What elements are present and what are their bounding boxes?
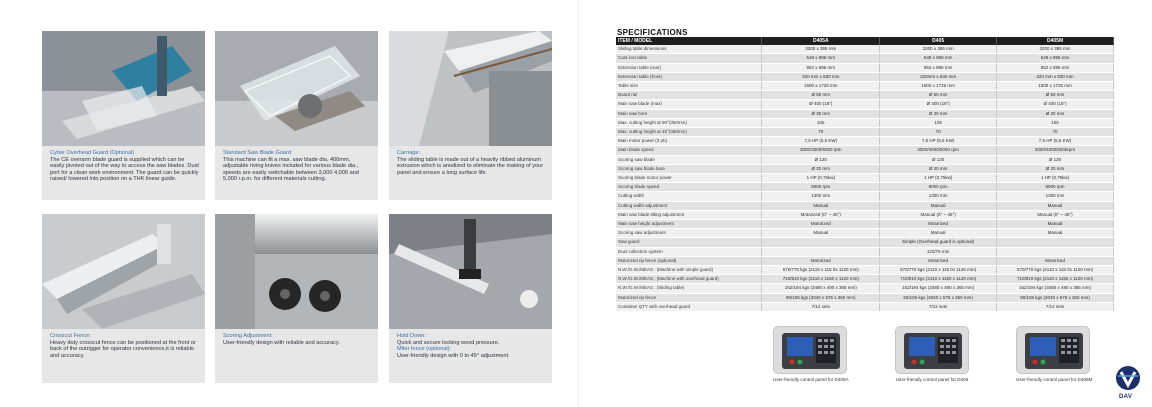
spec-value: Manual <box>880 229 997 238</box>
spec-value: 320mm x 830 mm <box>880 72 997 81</box>
spec-row <box>616 284 1114 293</box>
spec-label: Extension table (rear) <box>616 63 762 72</box>
spec-value: 70 <box>880 128 997 137</box>
spec-value: Manual <box>762 201 880 210</box>
carriage-photo <box>389 31 552 146</box>
specs-title: SPECIFICATIONS <box>617 28 688 37</box>
spec-row <box>616 302 1114 311</box>
spec-value: Manual <box>997 201 1114 210</box>
spec-value: 952 x 896 mm <box>762 63 880 72</box>
spec-value: 670/770 kgs (2110 x 115 0x 1120 mm) <box>997 266 1114 275</box>
spec-row <box>616 82 1114 91</box>
overhead-guard-caption <box>50 150 200 183</box>
spec-label: Main saw blade tilting adjustment <box>616 210 762 219</box>
spec-label: Board rail <box>616 91 762 100</box>
feature-card-scoring-adjustment <box>215 214 378 383</box>
spec-value: Manual (0° ~ 45°) <box>880 210 997 219</box>
spec-value: 105 <box>762 118 880 127</box>
card-body: The CE overarm blade guard is supplied which can be easily pivoted out of the way to access the saw blades. Dust port for a clean work environment. The guard can be quickly raised/ lowered into position on a THK linear guide. <box>50 156 199 183</box>
control-panel-image <box>773 326 847 374</box>
spec-value: 162/194 kgs (3480 x 490 x 365 mm) <box>880 284 997 293</box>
spec-value: Ø 50 mm <box>762 91 880 100</box>
column-header: D405M <box>997 37 1114 45</box>
hold-down-caption <box>397 333 547 359</box>
spec-row <box>616 63 1114 72</box>
crosscut-fence-caption <box>50 333 200 359</box>
spec-row <box>616 210 1114 219</box>
spec-value: 80/106 kgs (2040 x 575 x 360 mm) <box>997 293 1114 302</box>
spec-label: N.W./G.W./MEAS : (Machine with simple guard) <box>616 266 762 275</box>
column-header: D405A <box>762 37 880 45</box>
spec-value: 1 HP (0,75kw) <box>762 174 880 183</box>
spec-row <box>616 54 1114 63</box>
feature-card-saw-blade-guard <box>215 31 378 200</box>
spec-value: 7/12 sets <box>880 302 997 311</box>
page-spine <box>578 0 579 407</box>
spec-value: Manual <box>762 229 880 238</box>
spec-label: Main saw blade (max) <box>616 100 762 109</box>
spec-value: 162/194 kgs (3480 x 490 x 365 mm) <box>762 284 880 293</box>
saw-blade-guard-photo <box>215 31 378 146</box>
specs-body <box>616 45 1114 311</box>
spec-row <box>616 293 1114 302</box>
spec-label: Motorized rip fence <box>616 293 762 302</box>
card-body: The sliding table is made out of a heavily ribbed aluminum extrusion which is anodized to eliminate the making of your panel and ensure a long surface life. <box>397 156 544 176</box>
spec-row <box>616 174 1114 183</box>
spec-value: 3200 x 395 mm <box>762 45 880 54</box>
spec-row <box>616 45 1114 54</box>
spec-value: 952 x 896 mm <box>997 63 1114 72</box>
spec-value: 8000 rpm <box>880 183 997 192</box>
spec-value: Ø 120 <box>997 155 1114 164</box>
card-body: Quick and secure locking wood pressure. <box>397 339 500 346</box>
spec-value: 7,5 HP (5,5 KW) <box>762 137 880 146</box>
spec-value: Ø 400 (16") <box>762 100 880 109</box>
spec-label: Motorized rip fence (optional) <box>616 256 762 265</box>
spec-label: Main blade speed <box>616 146 762 155</box>
spec-value: 320 mm x 830 mm <box>762 72 880 81</box>
logo-text: DAV <box>1119 394 1133 400</box>
card-title: Carriage: <box>397 150 421 156</box>
spec-value: 3000/4000/5000 rpm <box>762 146 880 155</box>
spec-row <box>616 100 1114 109</box>
spec-value <box>762 247 880 256</box>
spec-label: Sliding table dimensions <box>616 45 762 54</box>
card-body-secondary: User-friendly design with 0 to 45° adjustment. <box>397 352 510 359</box>
spec-value: Simple (Overhead guard is optional) <box>880 238 997 247</box>
spec-label: Cutting width adjustment <box>616 201 762 210</box>
spec-value: 3000/4000/5000rpm <box>997 146 1114 155</box>
spec-value: 105 <box>880 118 997 127</box>
spec-value: Ø 30 mm <box>997 109 1114 118</box>
spec-value: 1 HP (0,75kw) <box>880 174 997 183</box>
column-header: ITEM / MODEL <box>616 37 762 45</box>
spec-row <box>616 229 1114 238</box>
spec-value: Motorized <box>880 220 997 229</box>
spec-value: 70 <box>997 128 1114 137</box>
spec-label: Scoring saw blade bore <box>616 164 762 173</box>
feature-card-crosscut-fence <box>42 214 205 383</box>
crosscut-fence-photo <box>42 214 205 329</box>
card-body: User-friendly design with reliable and accuracy. <box>223 339 340 346</box>
spec-label: Table size <box>616 82 762 91</box>
spec-label: Cast iron table <box>616 54 762 63</box>
spec-row <box>616 72 1114 81</box>
spec-row <box>616 128 1114 137</box>
column-header: D405 <box>880 37 997 45</box>
spec-row <box>616 146 1114 155</box>
spec-label: Main saw bore <box>616 109 762 118</box>
spec-value: Manual (0° ~ 45°) <box>997 210 1114 219</box>
spec-label: Saw guard <box>616 238 762 247</box>
spec-value: 7/12 sets <box>762 302 880 311</box>
card-title-secondary: Miter fence (optional): <box>397 346 452 353</box>
spec-row <box>616 137 1114 146</box>
spec-label: Scoring blade motor power <box>616 174 762 183</box>
control-panel-caption: User-friendly control panel for D405M <box>1016 377 1093 382</box>
spec-row <box>616 91 1114 100</box>
spec-value: 8000 rpm <box>997 183 1114 192</box>
control-panel-image <box>1016 326 1090 374</box>
spec-value: 80/106 kgs (2040 x 575 x 360 mm) <box>880 293 997 302</box>
spec-value: 1500 x 1726 mm <box>880 82 997 91</box>
specs-header-row <box>616 37 1114 45</box>
spec-value: 80/106 kgs (2040 x 575 x 360 mm) <box>762 293 880 302</box>
spec-label: Dust collection system <box>616 247 762 256</box>
spec-value: Manual <box>880 201 997 210</box>
spec-value <box>997 247 1114 256</box>
spec-value: 120/75 mm <box>880 247 997 256</box>
spec-value: Ø 20 mm <box>762 164 880 173</box>
spec-value: 1500 x 1726 mm <box>997 82 1114 91</box>
spec-label: Max. cutting height at 90°(350mm) <box>616 118 762 127</box>
spec-value: 3000/4000/5000 rpm <box>880 146 997 155</box>
control-panel-caption: User-friendly control panel for D405 <box>895 377 969 382</box>
spec-value: 710/810 kgs (2110 x 1150 x 1120 mm) <box>762 275 880 284</box>
card-title: Hold Down: <box>397 333 426 339</box>
scoring-adjustment-caption <box>223 333 373 346</box>
spec-value: 3200 x 395 mm <box>880 45 997 54</box>
spec-value: Manual <box>997 229 1114 238</box>
spec-value <box>762 238 880 247</box>
spec-value: Manual <box>997 220 1114 229</box>
saw-blade-guard-caption <box>223 150 373 183</box>
spec-value: Ø 400 (16") <box>997 100 1114 109</box>
spec-value: Ø 120 <box>762 155 880 164</box>
spec-value: Motorized <box>762 220 880 229</box>
spec-label: Max. cutting height at 45°(350mm) <box>616 128 762 137</box>
spec-value: 7,5 HP (5,5 KW) <box>997 137 1114 146</box>
specs-table <box>616 37 1114 312</box>
card-body: Heavy duty crosscut fence can be positioned at the front or back of the outrigger for operator convenience,it is reliable and accuracy. <box>50 339 196 359</box>
spec-label: N.W./G.W./MEAS : (Sliding table) <box>616 284 762 293</box>
control-panel-d405a <box>773 326 847 382</box>
spec-row <box>616 266 1114 275</box>
spec-value: Ø 50 mm <box>880 91 997 100</box>
spec-value: 670/770 kgs (2110 x 115 0x 1120 mm) <box>880 266 997 275</box>
spec-row <box>616 275 1114 284</box>
spec-value: 710/810 kgs (2110 x 1150 x 1120 mm) <box>997 275 1114 284</box>
card-title: Cyber Overhead Guard (Optional) <box>50 150 135 156</box>
spec-value: Ø 30 mm <box>762 109 880 118</box>
carriage-caption <box>397 150 547 176</box>
feature-card-overhead-guard <box>42 31 205 200</box>
spec-row <box>616 109 1114 118</box>
spec-value: 7,5 HP (5,5 KW) <box>880 137 997 146</box>
spec-value: 710/810 kgs (2110 x 1150 x 1120 mm) <box>880 275 997 284</box>
spec-row <box>616 201 1114 210</box>
spec-value: Motorized <box>762 256 880 265</box>
hold-down-photo <box>389 214 552 329</box>
spec-value: Ø 20 mm <box>997 164 1114 173</box>
control-panel-image <box>895 326 969 374</box>
spec-row <box>616 192 1114 201</box>
spec-value: 320 mm x 830 mm <box>997 72 1114 81</box>
spec-value: Motorized <box>997 256 1114 265</box>
spec-value: 1500 x 1726 mm <box>762 82 880 91</box>
spec-value: 670/770 kgs (2110 x 115 0x 1120 mm) <box>762 266 880 275</box>
spec-value: 7/12 sets <box>997 302 1114 311</box>
spec-value: 8000 rpm <box>762 183 880 192</box>
spec-label: Extension table (front) <box>616 72 762 81</box>
spec-row <box>616 164 1114 173</box>
feature-card-carriage <box>389 31 552 200</box>
spec-value: Motorized <box>880 256 997 265</box>
spec-value: Ø 20 mm <box>880 164 997 173</box>
spec-value: Ø 120 <box>880 155 997 164</box>
spec-row <box>616 238 1114 247</box>
spec-value <box>997 238 1114 247</box>
card-title: Scoring Adjustment: <box>223 333 273 339</box>
card-title: Standard Saw Blade Guard <box>223 150 292 156</box>
overhead-guard-photo <box>42 31 205 146</box>
spec-value: 548 x 896 mm <box>997 54 1114 63</box>
spec-label: Scoring saw blade <box>616 155 762 164</box>
scoring-adjustment-photo <box>215 214 378 329</box>
spec-value: 1300 mm <box>880 192 997 201</box>
control-panel-d405 <box>895 326 969 382</box>
spec-row <box>616 256 1114 265</box>
spec-label: Main motor power (3 ph) <box>616 137 762 146</box>
card-body: This machine can fit a max. saw blade dia. 400mm, adjustable riving knives included for various blade dia., speeds are easily switchable between 3,000 4,000 and 5,000 r.p.m. for different materials cutting. <box>223 156 359 183</box>
spec-label: Scoring blade speed <box>616 183 762 192</box>
spec-value: Ø 50 mm <box>997 91 1114 100</box>
control-panel-caption: User-friendly control panel for D405A <box>773 377 849 382</box>
spec-value: Motorized (0° ~ 45°) <box>762 210 880 219</box>
spec-row <box>616 155 1114 164</box>
control-panel-d405m <box>1016 326 1093 382</box>
spec-value: 952 x 896 mm <box>880 63 997 72</box>
spec-label: Cutting width <box>616 192 762 201</box>
spec-row <box>616 183 1114 192</box>
spec-label: Container QTY with overhead guard <box>616 302 762 311</box>
spec-label: N.W./G.W./MEAS : (Machine with overhead guard) <box>616 275 762 284</box>
spec-value: 1300 mm <box>762 192 880 201</box>
spec-value: 1300 mm <box>997 192 1114 201</box>
spec-value: 162/194 kgs (3480 x 490 x 365 mm) <box>997 284 1114 293</box>
spec-row <box>616 247 1114 256</box>
spec-row <box>616 118 1114 127</box>
spec-value: Ø 400 (16") <box>880 100 997 109</box>
spec-label: Main saw height adjustment <box>616 220 762 229</box>
spec-value: 105 <box>997 118 1114 127</box>
spec-row <box>616 220 1114 229</box>
spec-value: 1 HP (0,75kw) <box>997 174 1114 183</box>
spec-value: 3200 x 395 mm <box>997 45 1114 54</box>
card-title: Crosscut Fence: <box>50 333 91 339</box>
spec-value: 548 x 896 mm <box>880 54 997 63</box>
feature-card-hold-down <box>389 214 552 383</box>
spec-label: Scoring saw adjustment <box>616 229 762 238</box>
spec-value: 70 <box>762 128 880 137</box>
spec-value: 548 x 896 mm <box>762 54 880 63</box>
spec-value: Ø 30 mm <box>880 109 997 118</box>
